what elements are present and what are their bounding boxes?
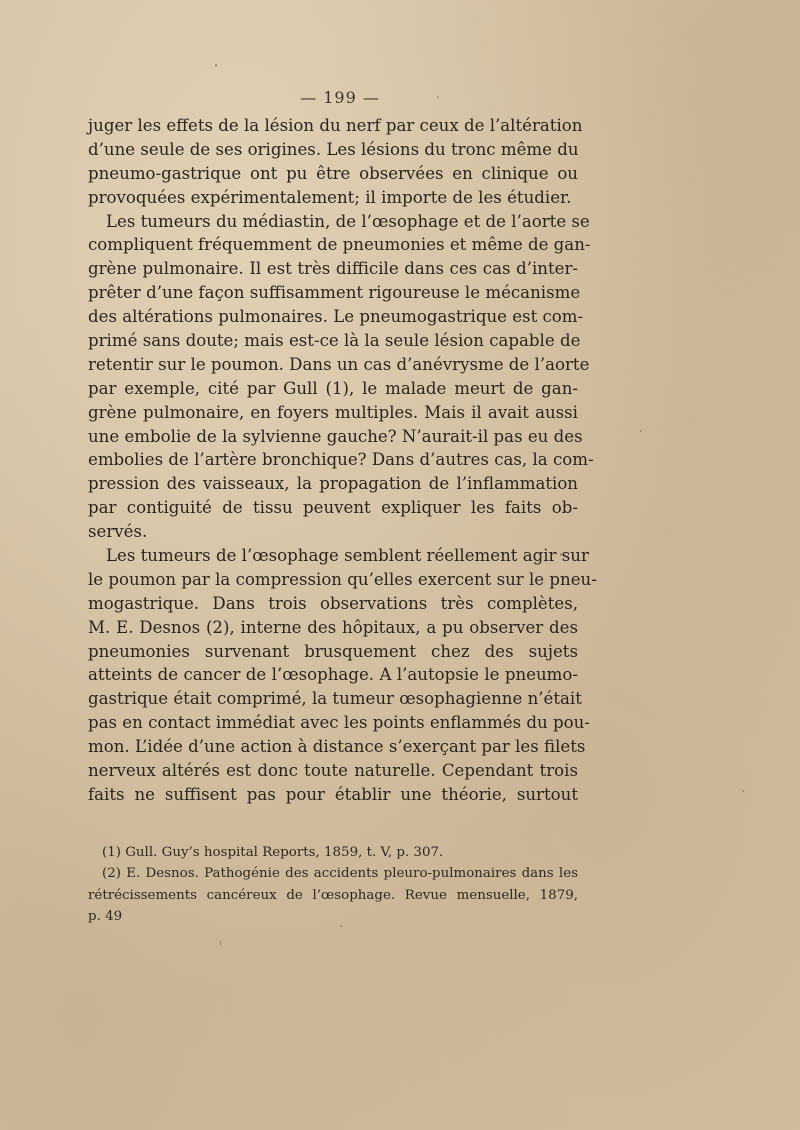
text-line: embolies de l’artère bronchique? Dans d’autres cas, la com- [88,450,594,470]
paper-speck [215,64,217,67]
text-line: d’une seule de ses origines. Les lésions du tronc même du [88,139,579,159]
text-line: pneumo-gastrique ont pu être observées en clinique ou [88,163,578,183]
paper-speck [437,96,439,98]
text-line: servés. [88,522,148,542]
text-line: grène pulmonaire. Il est très difficile dans ces cas d’inter- [88,259,578,279]
text-line: faits ne suffisent pas pour établir une théorie, surtout [88,784,578,804]
text-line: pas en contact immédiat avec les points enflammés du pou- [88,713,590,733]
text-line: mon. L’idée d’une action à distance s’exerçant par les filets [88,737,586,757]
text-line: une embolie de la sylvienne gauche? N’aurait-il pas eu des [88,426,583,446]
text-line: pression des vaisseaux, la propagation de l’inflammation [88,474,578,494]
text-line: compliquent fréquemment de pneumonies et même de gan- [88,235,591,255]
text-line: pneumonies survenant brusquement chez des sujets [88,641,578,661]
text-line: gastrique était comprimé, la tumeur œsophagienne n’était [88,689,582,709]
text-line: par contiguité de tissu peuvent expliquer les faits ob- [88,498,578,518]
text-line: Les tumeurs du médiastin, de l’œsophage et de l’aorte se [106,211,590,231]
text-line: Les tumeurs de l’œsophage semblent réellement agir sur [106,546,589,566]
text-line: juger les effets de la lésion du nerf par ceux de l’altération [88,116,583,135]
text-line: atteints de cancer de l’œsophage. A l’autopsie le pneumo- [88,665,578,685]
body-text [88,114,597,807]
paper-speck [640,430,642,432]
text-line: des altérations pulmonaires. Le pneumogastrique est com- [88,307,584,327]
text-line: provoquées expérimentalement; il importe de les étudier. [88,187,572,207]
paper-speck [220,940,221,946]
text-line: par exemple, cité par Gull (1), le malade meurt de gan- [88,378,578,398]
footnote-1: (1) Gull. Guy’s hospital Reports, 1859, t. V, p. 307. [102,845,444,860]
text-line: grène pulmonaire, en foyers multiples. Mais il avait aussi [88,402,578,422]
footnote-2-continued: rétrécissements cancéreux de l’œsophage. Revue mensuelle, 1879, [88,887,578,903]
paper-speck [560,553,563,556]
footnote-2-continued: p. 49 [88,909,123,925]
paper-speck [340,925,342,927]
text-line: mogastrique. Dans trois observations très complètes, [88,593,578,613]
page-number: — 199 — [300,88,380,107]
text-line: retentir sur le poumon. Dans un cas d’anévrysme de l’aorte [88,354,590,374]
text-line: prêter d’une façon suffisamment rigoureuse le mécanisme [88,283,581,303]
text-line: le poumon par la compression qu’elles exercent sur le pneu- [88,569,597,589]
footnotes [88,842,578,928]
paper-speck [742,790,744,792]
text-line: primé sans doute; mais est-ce là la seule lésion capable de [88,331,581,351]
text-line: M. E. Desnos (2), interne des hôpitaux, a pu observer des [88,617,578,637]
footnote-2: (2) E. Desnos. Pathogénie des accidents pleuro-pulmonaires dans les [102,866,578,882]
text-line: nerveux altérés est donc toute naturelle. Cependant trois [88,761,578,781]
